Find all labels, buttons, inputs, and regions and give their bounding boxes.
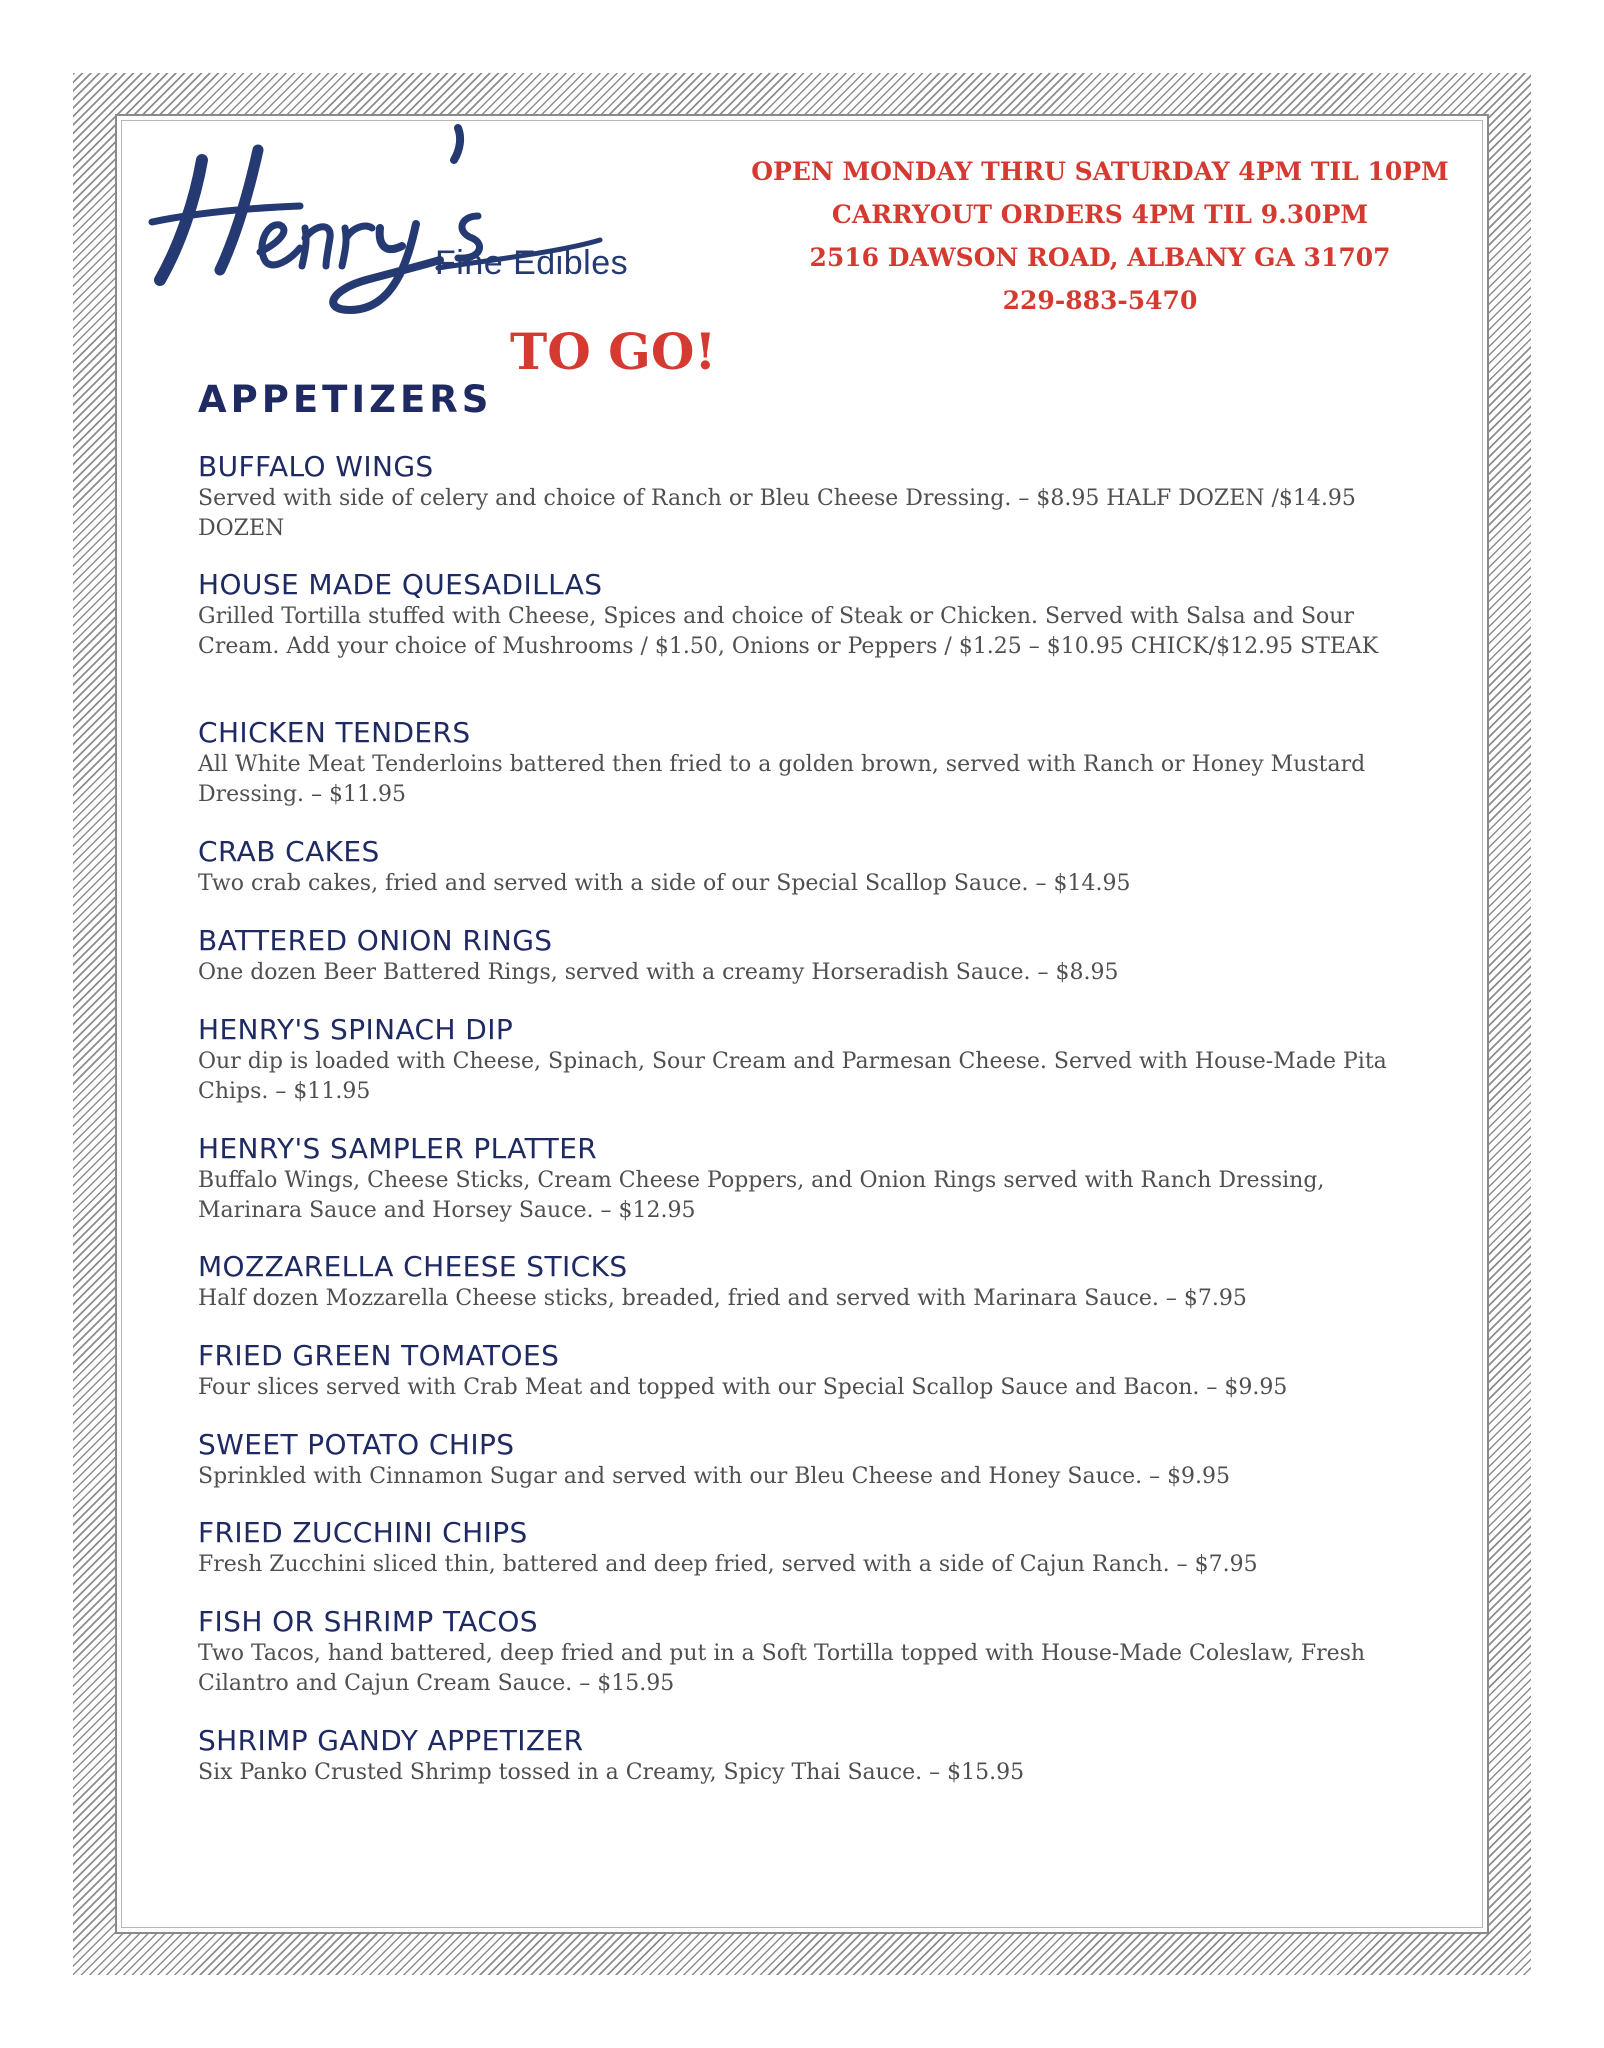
item-description: Fresh Zucchini sliced thin, battered and deep fried, served with a side of Cajun Ranch. – $7.95 xyxy=(198,1552,1258,1577)
hours-line: OPEN MONDAY THRU SATURDAY 4PM TIL 10PM xyxy=(751,157,1449,186)
item-name: CHICKEN TENDERS xyxy=(198,716,471,749)
header-info xyxy=(700,150,1500,322)
menu-item xyxy=(198,1132,1428,1226)
item-description: Four slices served with Crab Meat and topped with our Special Scallop Sauce and Bacon. – $9.95 xyxy=(198,1375,1288,1400)
henrys-logo xyxy=(140,120,700,320)
item-description: Six Panko Crusted Shrimp tossed in a Creamy, Spicy Thai Sauce. – $15.95 xyxy=(198,1760,1025,1785)
to-go-heading: TO GO! xyxy=(510,322,717,381)
item-name: SHRIMP GANDY APPETIZER xyxy=(198,1724,584,1757)
menu-item xyxy=(198,1724,1428,1788)
menu-item xyxy=(198,450,1428,544)
item-description: Two Tacos, hand battered, deep fried and put in a Soft Tortilla topped with House-Made Coleslaw, Fresh Cilantro and Cajun Cream Sauce. – $15.95 xyxy=(198,1641,1366,1696)
item-description: All White Meat Tenderloins battered then fried to a golden brown, served with Ranch or Honey Mustard Dressing. – $11.95 xyxy=(198,752,1366,807)
item-name: HOUSE MADE QUESADILLAS xyxy=(198,568,603,601)
menu-item xyxy=(198,568,1428,662)
item-name: CRAB CAKES xyxy=(198,835,380,868)
item-name: SWEET POTATO CHIPS xyxy=(198,1428,515,1461)
menu-item xyxy=(198,835,1428,899)
menu-item xyxy=(198,1516,1428,1580)
menu-item xyxy=(198,1339,1428,1403)
item-name: BUFFALO WINGS xyxy=(198,450,434,483)
item-name: HENRY'S SPINACH DIP xyxy=(198,1013,514,1046)
menu-item xyxy=(198,1605,1428,1699)
item-description: Served with side of celery and choice of Ranch or Bleu Cheese Dressing. – $8.95 HALF DOZEN /$14.95 DOZEN xyxy=(198,486,1356,541)
menu-item xyxy=(198,924,1428,988)
carryout-line: CARRYOUT ORDERS 4PM TIL 9.30PM xyxy=(831,200,1369,229)
phone-line: 229-883-5470 xyxy=(1002,286,1198,315)
section-title: APPETIZERS xyxy=(198,378,493,421)
item-name: MOZZARELLA CHEESE STICKS xyxy=(198,1250,628,1283)
item-name: FRIED GREEN TOMATOES xyxy=(198,1339,560,1372)
item-name: FRIED ZUCCHINI CHIPS xyxy=(198,1516,528,1549)
item-description: One dozen Beer Battered Rings, served with a creamy Horseradish Sauce. – $8.95 xyxy=(198,960,1119,985)
item-name: BATTERED ONION RINGS xyxy=(198,924,553,957)
item-description: Half dozen Mozzarella Cheese sticks, breaded, fried and served with Marinara Sauce. – $7.95 xyxy=(198,1286,1247,1311)
menu-item xyxy=(198,1250,1428,1314)
item-description: Buffalo Wings, Cheese Sticks, Cream Cheese Poppers, and Onion Rings served with Ranch Dressing, Marinara Sauce and Horsey Sauce. – $12.95 xyxy=(198,1168,1325,1223)
item-description: Our dip is loaded with Cheese, Spinach, Sour Cream and Parmesan Cheese. Served with House-Made Pita Chips. – $11.95 xyxy=(198,1049,1387,1104)
address-line: 2516 DAWSON ROAD, ALBANY GA 31707 xyxy=(809,243,1391,272)
menu-item xyxy=(198,1013,1428,1107)
menu-item xyxy=(198,716,1428,810)
item-name: FISH OR SHRIMP TACOS xyxy=(198,1605,538,1638)
item-description: Two crab cakes, fried and served with a side of our Special Scallop Sauce. – $14.95 xyxy=(198,871,1131,896)
item-name: HENRY'S SAMPLER PLATTER xyxy=(198,1132,598,1165)
item-description: Sprinkled with Cinnamon Sugar and served with our Bleu Cheese and Honey Sauce. – $9.95 xyxy=(198,1464,1231,1489)
henrys-script-logo-icon xyxy=(140,120,700,320)
logo-subtitle: Fine Edibles xyxy=(435,244,629,282)
menu-item xyxy=(198,1428,1428,1492)
item-description: Grilled Tortilla stuffed with Cheese, Spices and choice of Steak or Chicken. Served with Salsa and Sour Cream. Add your choice of Mushrooms / $1.50, Onions or Peppers / $1.25 – $10.95 CHICK/$12.95 STEAK xyxy=(198,604,1379,659)
